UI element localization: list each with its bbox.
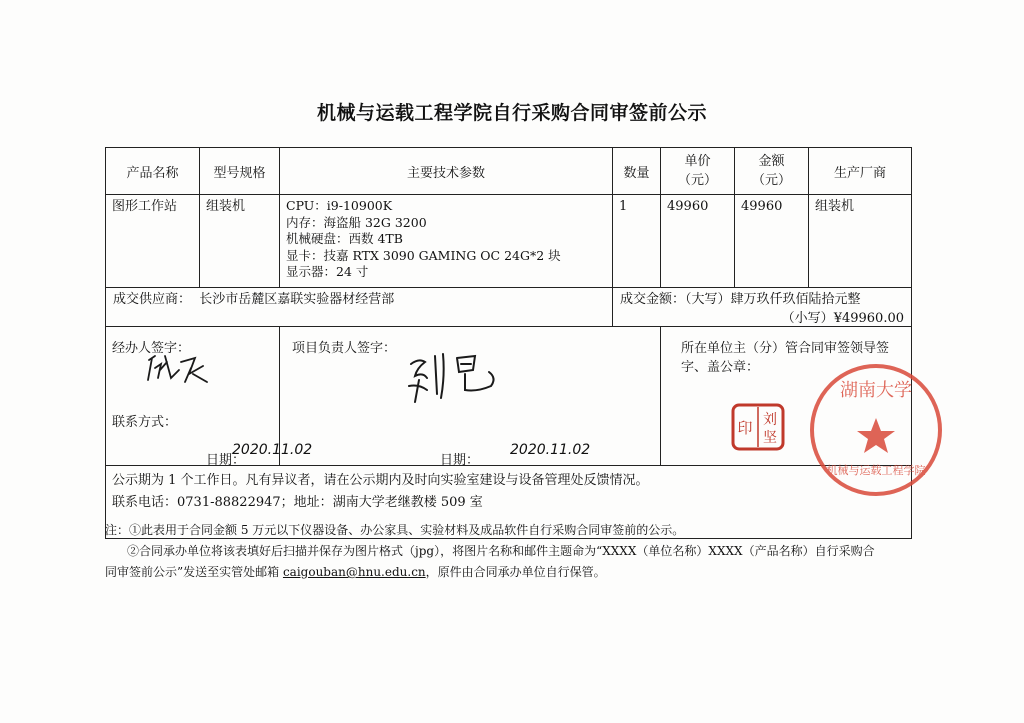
- contact-label: 联系方式：: [112, 415, 178, 430]
- total-capital: 肆万玖仟玖佰陆拾元整: [730, 292, 861, 307]
- header-quantity: 数量: [613, 148, 661, 195]
- personal-seal-char-2: 坚: [763, 430, 777, 446]
- table-row: [106, 195, 912, 288]
- pm-date-label: 日期：: [440, 453, 480, 468]
- cell-specs: [280, 195, 613, 288]
- notice-line: 公示期为 1 个工作日。凡有异议者，请在公示期内及时向实验室建设与设备管理处反馈情况。: [112, 473, 649, 488]
- supplier-row: [106, 288, 912, 327]
- note-2a: ②合同承办单位将该表填好后扫描并保存为图片格式（jpg），将图片名称和邮件主题命为“XXXX（单位名称）XXXX（产品名称）自行采购合: [127, 544, 875, 558]
- supplier-name: 长沙市岳麓区嘉联实验器材经营部: [199, 292, 395, 307]
- personal-seal-char-3: 印: [737, 419, 753, 437]
- contact-line: [112, 492, 905, 514]
- spec-hdd: 机械硬盘：西数 4TB: [286, 231, 403, 246]
- handler-date-label: 日期：: [206, 453, 246, 468]
- email-link[interactable]: caigouban@hnu.edu.cn: [282, 565, 426, 579]
- handler-label: 经办人签字：: [112, 341, 191, 356]
- header-amount-line2: （元）: [751, 173, 791, 188]
- cell-unit-price: 49960: [661, 195, 735, 288]
- header-unit-price: [661, 148, 735, 195]
- note-2b: [105, 562, 920, 583]
- handler-date: 2020.11.02: [232, 442, 313, 458]
- header-unit-price-line1: 单价: [684, 154, 711, 169]
- official-seal-bottom-text: 机械与运载工程学院: [826, 464, 926, 477]
- spec-gpu: 显卡：技嘉 RTX 3090 GAMING OC 24G*2 块: [286, 247, 561, 263]
- cell-amount: 49960: [735, 195, 809, 288]
- total-label: 成交金额：（大写）: [620, 292, 731, 307]
- note-1: 注：①此表用于合同金额 5 万元以下仪器设备、办公家具、实验材料及成品软件自行采购合同审签前的公示。: [105, 523, 685, 537]
- cell-quantity: 1: [613, 195, 661, 288]
- header-manufacturer: 生产厂商: [809, 148, 912, 195]
- spec-cpu: CPU：i9-10900K: [286, 198, 393, 213]
- note-2c-text: ，原件由合同承办单位自行保管。: [425, 565, 606, 579]
- supplier-cell: [106, 288, 613, 327]
- footnotes: [105, 520, 920, 583]
- procurement-table: [105, 147, 912, 539]
- total-amount-cell: [613, 288, 912, 327]
- total-small: [782, 307, 904, 326]
- total-small-value: ¥49960.00: [833, 311, 904, 326]
- spec-monitor: 显示器：24 寸: [286, 264, 369, 279]
- header-unit-price-line2: （元）: [677, 173, 717, 188]
- page-title: 机械与运载工程学院自行采购合同审签前公示: [316, 102, 707, 124]
- pm-label: 项目负责人签字：: [292, 341, 397, 356]
- spec-memory: 内存：海盗船 32G 3200: [286, 214, 427, 230]
- supplier-label: 成交供应商：: [113, 292, 192, 307]
- signature-row: [106, 327, 912, 466]
- phone-number: 0731-88822947: [177, 495, 281, 510]
- cell-product-name: 图形工作站: [106, 195, 200, 288]
- header-specs: 主要技术参数: [280, 148, 613, 195]
- header-product-name: 产品名称: [106, 148, 200, 195]
- header-model: 型号规格: [200, 148, 280, 195]
- cell-manufacturer: 组装机: [809, 195, 912, 288]
- header-amount: [735, 148, 809, 195]
- total-small-label: （小写）: [781, 311, 834, 326]
- unit-leader-label: 所在单位主（分）管合同审签领导签字、盖公章：: [681, 341, 890, 375]
- personal-seal-char-1: 刘: [763, 412, 777, 428]
- header-amount-line1: 金额: [758, 154, 785, 169]
- pm-date: 2020.11.02: [510, 442, 591, 458]
- official-seal-top-text: 湖南大学: [840, 380, 912, 401]
- handler-cell: [106, 327, 280, 466]
- address: 湖南大学老继教楼 509 室: [332, 495, 483, 510]
- header-row: [106, 148, 912, 195]
- note-2b-text: 同审签前公示”发送至实管处邮箱: [105, 565, 283, 579]
- project-manager-cell: [280, 327, 661, 466]
- unit-leader-cell: [661, 327, 912, 466]
- cell-model: 组装机: [200, 195, 280, 288]
- address-label: ；地址：: [280, 495, 333, 510]
- phone-label: 联系电话：: [112, 495, 178, 510]
